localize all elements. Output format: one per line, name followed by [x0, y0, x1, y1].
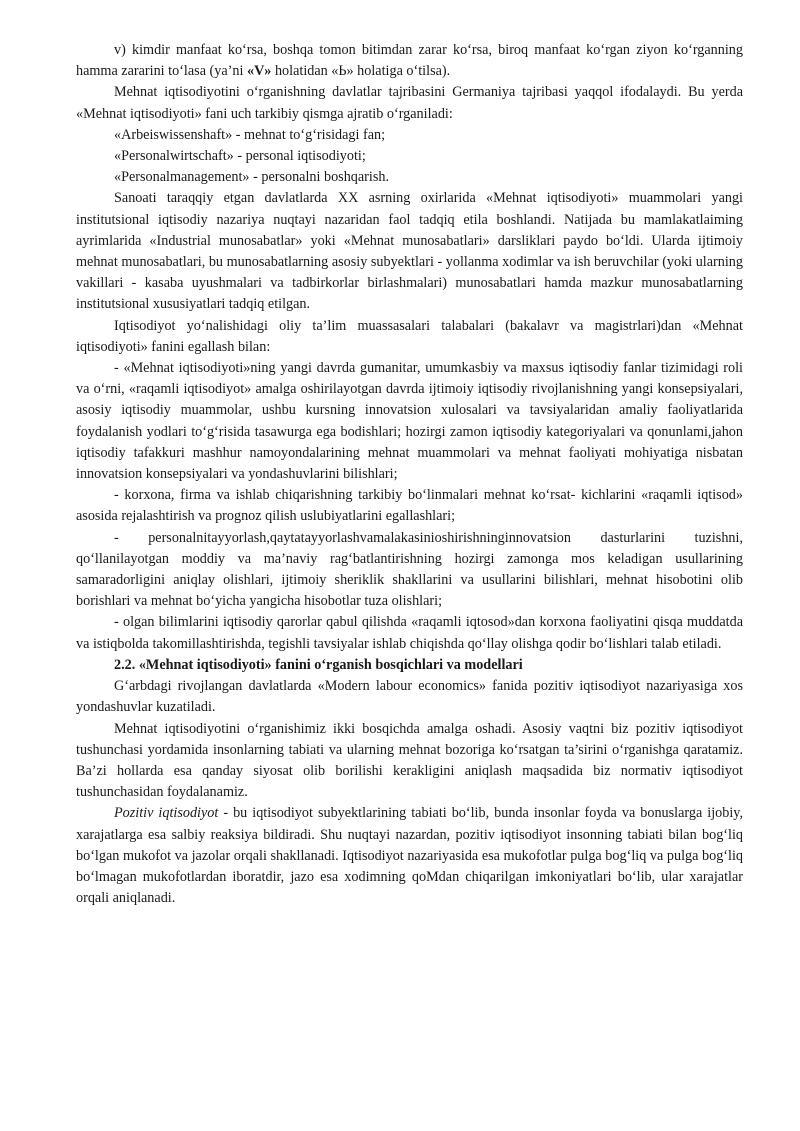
paragraph-text: - bu iqtisodiyot subyektlarining tabiati bo‘lib, bunda insonlar foyda va bonuslarga ijobiy, xarajatlarga esa salbiy reaksiya bildiradi. Shu nuqtayi nazardan, pozitiv iqtisodiyot insonning tabiati bilan bog‘liq bo‘lgan mukofot va jazolar orqali shakllanadi. Iqtisodiyot nazariyasida esa mukofotlar pulga bog‘liq va pulga bog‘liq bo‘lmagan mukofotlardan iboratdir, jazo esa xodimning qoMdan chiqarilgan imkoniyatlari bo‘lib, ular xarajatlar orqali aniqlanadi. — [76, 805, 743, 907]
bold-text: «V» — [246, 63, 272, 80]
paragraph: Mehnat iqtisodiyotini o‘rganishimiz ikki bosqichda amalga oshadi. Asosiy vaqtni biz pozitiv iqtisodiyot tushunchasi yordamida insonlarning tabiati va ularning mehnat bozoriga ko‘rsatgan ta’sirini o‘rganishga qaratamiz. Ba’zi hollarda esa qanday siyosat olib borilishi kerakligini aniqlash maqsadida biz normativ iqtisodiyot tushunchasidan foydalanamiz. — [76, 720, 743, 801]
section-heading: 2.2. «Mehnat iqtisodiyoti» fanini o‘rganish bosqichlari va modellari — [114, 656, 523, 673]
paragraph: Mehnat iqtisodiyotini o‘rganishning davlatlar tajribasini Germaniya tajribasi yaqqol ifodalaydi. Bu yerda «Mehnat iqtisodiyoti» fani uch tarkibiy qismga ajratib o‘rganiladi: — [76, 84, 743, 122]
paragraph — [76, 40, 743, 82]
italic-term: Pozitiv iqtisodiyot — [114, 805, 219, 822]
list-item: - personalnitayyorlash,qaytatayyorlashvamalakasinioshirishninginnovatsion dasturlarini tuzishni, qo‘llanilayotgan moddiy va ma’naviy rag‘batlantirishning hozirgi zamonga mos keladigan usullarining samaradorligini aniqlay olishlari, ijtimoiy sheriklik shakllarini va usullarini bilishlari, mehnat hisobotini olib borishlari va mehnat bo‘yicha yangicha hisobotlar tuza olishlari; — [76, 529, 743, 610]
list-item: - korxona, firma va ishlab chiqarishning tarkibiy bo‘linmalari mehnat ko‘rsat- kichlarini «raqamli iqtisod» asosida rejalashtirish va prognoz qilish uslubiyatlarini egallashlari; — [76, 487, 743, 525]
document-page — [76, 40, 743, 909]
list-item: - olgan bilimlarini iqtisodiy qarorlar qabul qilishda «raqamli iqtosod»dan korxona faoliyatini qisqa muddatda va istiqbolda takomillashtirishda, tegishli tavsiyalar ishlab chiqishda qo‘llay olishga qodir bo‘lishlari talab etiladi. — [76, 614, 743, 652]
list-item: - «Mehnat iqtisodiyoti»ning yangi davrda gumanitar, umumkasbiy va maxsus iqtisodiy fanlar tizimidagi roli va o‘rni, «raqamli iqtisodiyot» amalga oshirilayotgan davrda ijtimoiy iqtisodiy rivojlanishning yangi konsepsiyalari, asosiy iqtisodiy muammolar, ushbu kursning innovatsion xulosalari va tavsiyalaridan amaliy faoliyatlarida foydalanish yodlari to‘g‘risida tasawurga ega bodishlari; hozirgi zamon iqtisodiy kategoriyalari va qonunlami,jahon iqtisodiy tafakkuri mashhur namoyondalarining mehnat muammolari va mehnat faoliyati mohiyatiga nisbatan innovatsion konsepsiyalari va yondashuvlarini bilishlari; — [76, 360, 743, 483]
list-item: «Personalwirtschaft» - personal iqtisodiyoti; — [114, 148, 366, 165]
paragraph: Sanoati taraqqiy etgan davlatlarda XX asrning oxirlarida «Mehnat iqtisodiyoti» muammolari yangi institutsional iqtisodiy nazariya nuqtayi nazaridan faol tadqiq etila boshlandi. Natijada bu mamlakatlaiming ayrimlarida «Industrial munosabatlar» yoki «Mehnat munosabatlari» darsliklari paydo bo‘ldi. Ularda ijtimoiy mehnat munosabatlari, bu munosabatlarning asosiy subyektlari - yollanma xodimlar va ish beruvchilar (yoki ularning vakillari - kasaba uyushmalari va tadbirkorlar birlashmalari) munosabatlari hamda mazkur munosabatlarning institutsional xususiyatlari tadqiq etilgan. — [76, 190, 743, 313]
paragraph — [76, 803, 743, 909]
paragraph: G‘arbdagi rivojlangan davlatlarda «Modern labour economics» fanida pozitiv iqtisodiyot nazariyasiga xos yondashuvlar kuzatiladi. — [76, 678, 743, 716]
paragraph: Iqtisodiyot yo‘nalishidagi oliy ta’lim muassasalari talabalari (bakalavr va magistrlari)dan «Mehnat iqtisodiyoti» fanini egallash bilan: — [76, 317, 743, 355]
list-item: «Personalmanagement» - personalni boshqarish. — [114, 169, 390, 186]
paragraph-text: v) kimdir manfaat ko‘rsa, boshqa tomon bitimdan zarar ko‘rsa, biroq manfaat ko‘rgan ziyon ko‘rganning hamma zararini to‘lasa (ya’ni — [76, 42, 743, 80]
list-item: «Arbeiswissenshaft» - mehnat to‘g‘risidagi fan; — [114, 126, 386, 143]
paragraph-text: holatidan «Ь» holatiga o‘tilsa). — [271, 63, 451, 80]
